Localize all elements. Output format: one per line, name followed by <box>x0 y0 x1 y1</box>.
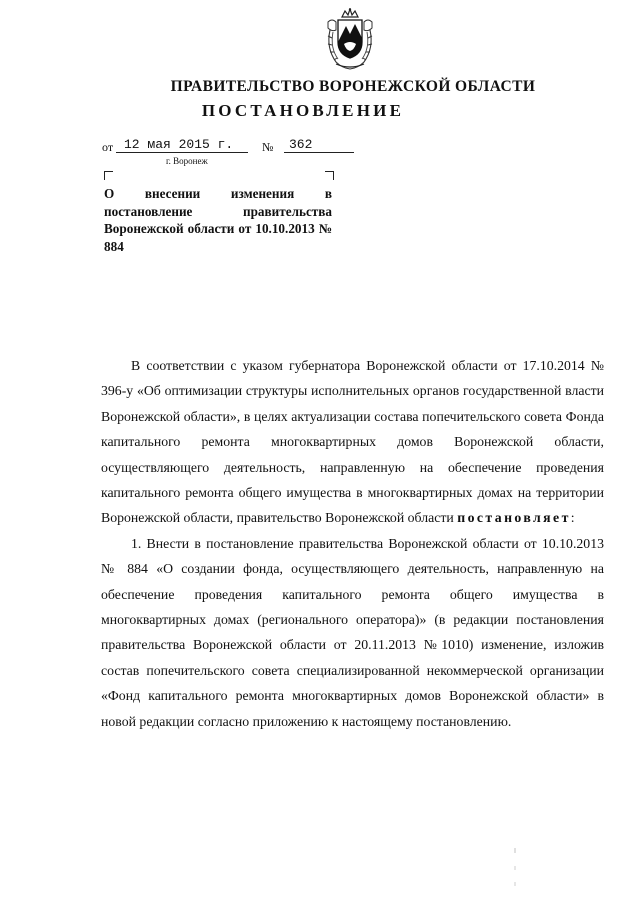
document-body <box>101 353 604 734</box>
date-label: от <box>102 140 114 154</box>
date-underline <box>116 152 248 153</box>
scan-marks <box>512 848 518 888</box>
decree-word: постановляет <box>457 510 571 526</box>
coat-of-arms-icon <box>322 8 378 70</box>
subject-bracket-left <box>104 171 113 180</box>
item-1-text: 1. Внести в постановление правительства Воронежской области от 10.10.2013 № 884 «О создании фонда, осуществляющего деятельность, направленную на обеспечение проведения капитального ремонта общего имущества в многоквартирных домах (регионального оператора)» (в редакции постановления правительства Воронежской области от 20.11.2013 №1010) изменение, изложив состав попечительского совета специализированной некоммерческой организации «Фонд капитального ремонта многоквартирных домов Воронежской области» в новой редакции согласно приложению к настоящему постановлению. <box>101 535 604 729</box>
preamble-text: В соответствии с указом губернатора Воронежской области от 17.10.2014 № 396-у «Об оптимизации структуры исполнительных органов государственной власти Воронежской области», в целях актуализации состава попечительского совета Фонда капитального ремонта многоквартирных домов Воронежской области, осуществляющего деятельность, направленную на обеспечение проведения капитального ремонта общего имущества в многоквартирных домах на территории Воронежской области, правительство Воронежской области <box>101 358 604 526</box>
city-label: г. Воронеж <box>166 156 208 166</box>
number-value: 362 <box>289 137 313 152</box>
document-subject: О внесении изменения в постановление правительства Воронежской области от 10.10.2013 № 884 <box>104 186 332 254</box>
subject-bracket-right <box>325 171 334 180</box>
decree-colon: : <box>570 510 575 526</box>
registration-line <box>102 137 362 157</box>
body-paragraph <box>101 531 604 734</box>
date-value: 12 мая 2015 г. <box>124 137 234 152</box>
organization-title: ПРАВИТЕЛЬСТВО ВОРОНЕЖСКОЙ ОБЛАСТИ <box>170 78 536 95</box>
body-paragraph <box>101 353 604 531</box>
number-underline <box>284 152 354 153</box>
document-type-title: ПОСТАНОВЛЕНИЕ <box>201 101 405 120</box>
number-label: № <box>262 140 274 154</box>
